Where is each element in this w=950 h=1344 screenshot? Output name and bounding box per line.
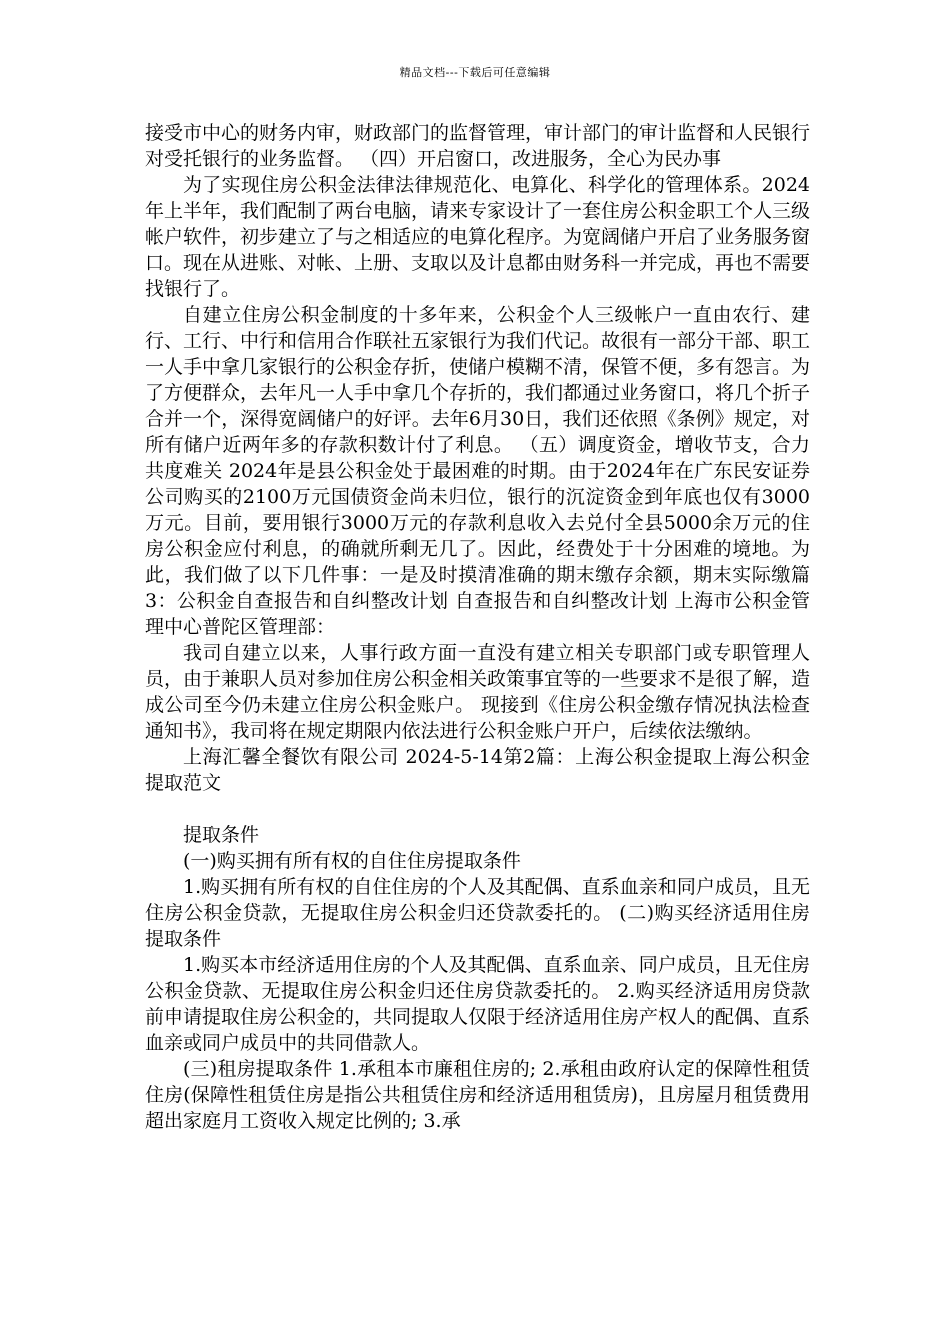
paragraph-2: 为了实现住房公积金法律法律规范化、电算化、科学化的管理体系。2024年上半年，我们配制了两台电脑，请来专家设计了一套住房公积金职工个人三级帐户软件，初步建立了与之相适应的电算化程序。为宽阔储户开启了业务服务窗口。现在从进账、对帐、上册、支取以及计息都由财务科一并完成，再也不需要找银行了。 [145, 174, 811, 300]
paragraph-1: 接受市中心的财务内审，财政部门的监督管理，审计部门的审计监督和人民银行对受托银行的业务监督。 （四）开启窗口，改进服务，全心为民办事 [145, 122, 811, 170]
paragraph-3: 自建立住房公积金制度的十多年来，公积金个人三级帐户一直由农行、建行、工行、中行和信用合作联社五家银行为我们代记。故很有一部分干部、职工一人手中拿几家银行的公积金存折，使储户模糊不清，保管不便，多有怨言。为了方便群众，去年凡一人手中拿几个存折的，我们都通过业务窗口，将几个折子合并一个，深得宽阔储户的好评。去年6月30日，我们还依照《条例》规定，对所有储户近两年多的存款积数计付了利息。 （五）调度资金，增收节支，合力共度难关 2024年是县公积金处于最困难的时期。由于2024年在广东民安证券公司购买的2100万元国债资金尚未归位，银行的沉淀资金到年底也仅有3000万元。目前，要用银行3000万元的存款利息收入去兑付全县5000余万元的住房公积金应付利息，的确就所剩无几了。因此，经费处于十分困难的境地。为此，我们做了以下几件事：一是及时摸清准确的期末缴存余额，期末实际缴篇3：公积金自查报告和自纠整改计划 自查报告和自纠整改计划 上海市公积金管理中心普陀区管理部： [145, 304, 811, 638]
document-body [145, 120, 810, 1134]
paragraph-section-1: (一)购买拥有所有权的自住住房提取条件 [183, 850, 521, 872]
page-header: 精品文档---下载后可任意编辑 [399, 66, 551, 79]
blank-line [145, 796, 810, 822]
paragraph-8: 1.购买本市经济适用住房的个人及其配偶、直系血亲、同户成员，且无住房公积金贷款、无提取住房公积金归还住房贷款委托的。 2.购买经济适用房贷款前申请提取住房公积金的，共同提取人仅限于经济适用住房产权人的配偶、直系血亲或同户成员中的共同借款人。 [145, 954, 811, 1054]
paragraph-4: 我司自建立以来，人事行政方面一直没有建立相关专职部门或专职管理人员，由于兼职人员对参加住房公积金相关政策事宜等的一些要求不是很了解，造成公司至今仍未建立住房公积金账户。 现接到《住房公积金缴存情况执法检查通知书》，我司将在规定期限内依法进行公积金账户开户，后续依法缴纳。 [145, 642, 811, 742]
paragraph-heading: 提取条件 [183, 824, 260, 846]
paragraph-5: 上海汇馨全餐饮有限公司 2024-5-14第2篇：上海公积金提取上海公积金提取范文 [145, 746, 810, 794]
paragraph-9: (三)租房提取条件 1.承租本市廉租住房的; 2.承租由政府认定的保障性租赁住房(保障性租赁住房是指公共租赁住房和经济适用租赁房)，且房屋月租赁费用超出家庭月工资收入规定比例的; 3.承 [145, 1058, 810, 1132]
paragraph-7: 1.购买拥有所有权的自住住房的个人及其配偶、直系血亲和同户成员，且无住房公积金贷款，无提取住房公积金归还贷款委托的。 (二)购买经济适用住房提取条件 [145, 876, 810, 950]
